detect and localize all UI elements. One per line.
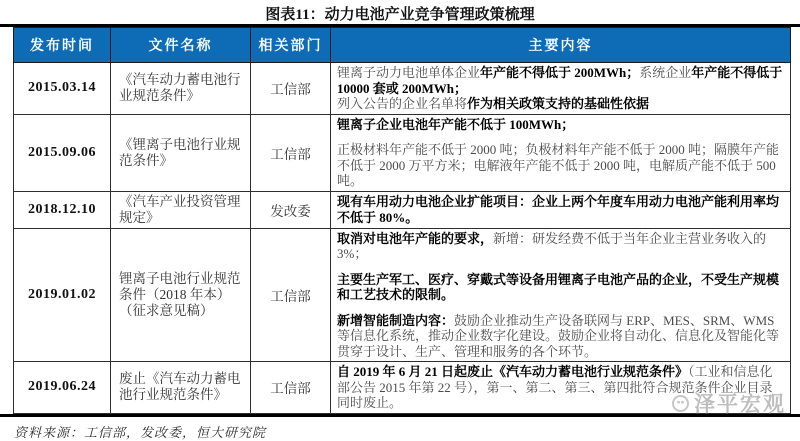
watermark-label: 泽平宏观 [694, 392, 786, 416]
column-header: 发布时间 [14, 28, 111, 63]
content-emphasis-text: 主要生产军工、医疗、穿戴式等设备用锂离子电池产品的企业，不受生产规模和工艺技术的限制。 [337, 271, 780, 302]
content-text: 锂离子动力电池单体企业 [337, 65, 481, 80]
content-text: 系统企业 [639, 65, 692, 80]
content-text: 正极材料年产能不低于 2000 吨；负极材料年产能不低于 2000 吨；隔膜年产能不低于 2000 万平方米；电解液年产能不低于 2000 吨，电解质产能不低于 500 吨。 [337, 142, 780, 188]
cell-main-content [331, 63, 791, 115]
source-note: 资料来源：工信部，发改委，恒大研究院 [14, 424, 267, 440]
content-paragraph [337, 142, 784, 189]
cell-department: 工信部 [251, 228, 331, 362]
cell-publish-date: 2018.12.10 [14, 191, 111, 228]
cell-publish-date: 2015.03.14 [14, 63, 111, 115]
content-emphasis-text: 锂离子企业电池年产能不低于 100MWh； [337, 116, 575, 132]
cell-department: 工信部 [251, 362, 331, 414]
content-paragraph [337, 194, 784, 225]
table-row [14, 114, 791, 191]
content-emphasis-text: 年产能不得低于 10000 套或 200MWh； [337, 65, 783, 96]
table-body [14, 63, 791, 414]
content-emphasis-text: 年产能不得低于 200MWh； [480, 65, 640, 80]
table-row [14, 191, 791, 228]
cell-document-name: 废止《汽车动力蓄电池行业规范条件》 [111, 362, 251, 414]
content-paragraph [337, 96, 784, 112]
content-paragraph [337, 313, 784, 360]
content-emphasis-text: 作为相关政策支持的基础性依据 [467, 96, 650, 111]
cell-document-name: 锂离子电池行业规范条件（2018 年本）（征求意见稿） [111, 228, 251, 362]
watermark [672, 388, 786, 418]
content-text: 鼓励企业推动生产设备联网与 ERP、MES、SRM、WMS 等信息化系统，推动企业数字化建设。鼓励企业将自动化、信息化及智能化等贯穿于设计、生产、管理和服务的各个环节。 [337, 312, 780, 359]
cell-publish-date: 2019.01.02 [14, 228, 111, 362]
cell-document-name: 《锂离子电池行业规范条件》 [111, 114, 251, 191]
content-emphasis-text: 新增智能制造内容： [337, 312, 455, 328]
content-paragraph [337, 65, 784, 96]
cell-main-content [331, 228, 791, 362]
cell-document-name: 《汽车产业投资管理规定》 [111, 191, 251, 228]
zeping-macro-logo-icon [672, 395, 689, 412]
content-text: 列入公告的企业名单将 [337, 96, 468, 111]
cell-department: 工信部 [251, 63, 331, 115]
content-text: （工业和信息化部公告 2015 年第 22 号），第一、第二、第三、第四批符合规范条件企业目录同时废止。 [337, 364, 773, 410]
column-header: 相关部门 [251, 28, 331, 63]
cell-department: 工信部 [251, 114, 331, 191]
column-header: 主要内容 [331, 28, 791, 63]
content-text: 新增：研发经费不低于当年企业主营业务收入的 3%； [337, 230, 767, 261]
content-emphasis-text: 自 2019 年 6 月 21 日起废止《汽车动力蓄电池行业规范条件》 [337, 364, 689, 379]
cell-department: 发改委 [251, 191, 331, 228]
content-emphasis-text: 现有车用动力电池企业扩能项目：企业上两个年度车用动力电池产能利用率均不低于 80%。 [337, 194, 780, 225]
content-paragraph [337, 117, 784, 133]
header-row [14, 28, 791, 63]
cell-document-name: 《汽车动力蓄电池行业规范条件》 [111, 63, 251, 115]
table-row [14, 228, 791, 362]
figure-title: 图表11：动力电池产业竞争管理政策梳理 [265, 7, 535, 23]
table-row [14, 63, 791, 115]
content-paragraph [337, 231, 784, 262]
cell-publish-date: 2019.06.24 [14, 362, 111, 414]
content-emphasis-text: 取消对电池年产能的要求， [337, 230, 494, 246]
cell-main-content [331, 114, 791, 191]
policy-table [13, 27, 791, 414]
cell-main-content [331, 191, 791, 228]
cell-publish-date: 2015.09.06 [14, 114, 111, 191]
column-header: 文件名称 [111, 28, 251, 63]
content-paragraph [337, 272, 784, 303]
